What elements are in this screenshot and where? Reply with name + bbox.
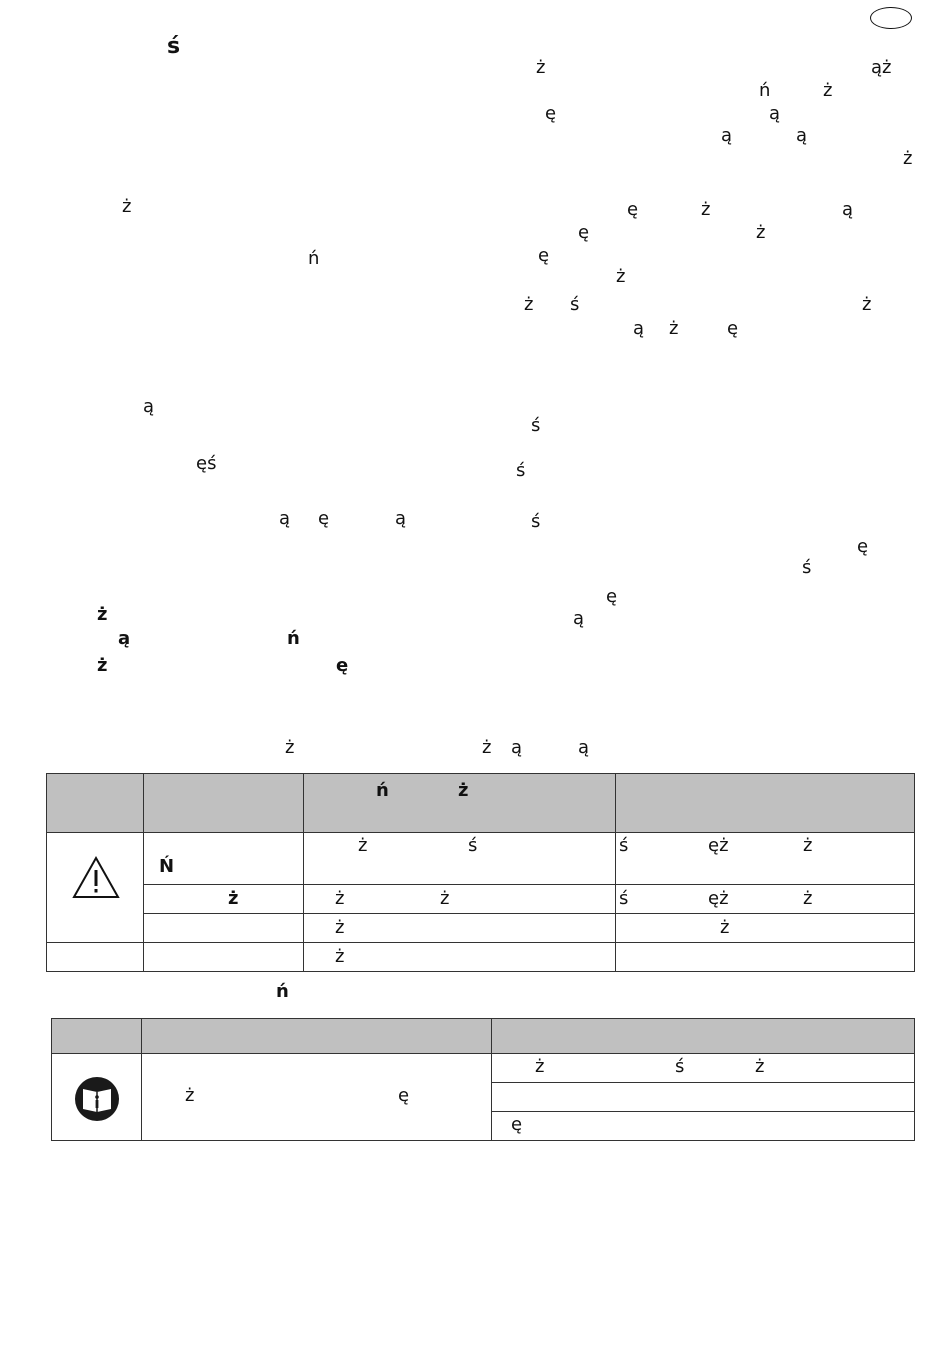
- right-text-r13-a: ś: [516, 460, 526, 481]
- language-badge: [870, 7, 912, 29]
- table2-desc-a: ż: [185, 1085, 195, 1106]
- table1-row2-col4-b: ęż: [708, 888, 729, 909]
- right-text-r17-a: ę: [606, 586, 618, 607]
- warning-text-3-b: ę: [336, 655, 349, 676]
- table1-row4-col1: [47, 943, 144, 972]
- table1-row1-col4-b: ęż: [708, 835, 729, 856]
- page-title: ś: [167, 34, 181, 59]
- right-text-r6-a: ę: [627, 199, 639, 220]
- left-text-l5-c: ą: [395, 508, 407, 529]
- table1-header-glyph-b: ż: [458, 780, 469, 801]
- right-text-r1-b: ąż: [871, 57, 892, 78]
- table1-row4-col2: [144, 943, 304, 972]
- right-text-r2-b: ż: [823, 80, 833, 101]
- left-text-l1: ż: [122, 196, 132, 217]
- right-text-r12-a: ś: [531, 415, 541, 436]
- table1-header-cell-1: [47, 774, 144, 833]
- table1-header-cell-4: [616, 774, 915, 833]
- table1-row2-col3: [304, 885, 616, 914]
- right-text-r4-a: ą: [721, 125, 733, 146]
- table2-desc-b: ę: [398, 1085, 410, 1106]
- right-text-r10-a: ż: [524, 294, 534, 315]
- table1-row1-label: Ń: [159, 856, 175, 877]
- right-text-r5-a: ż: [903, 148, 913, 169]
- warning-text-3-a: ż: [97, 655, 108, 676]
- table2-row3: [492, 1112, 915, 1141]
- right-text-r18-a: ą: [573, 608, 585, 629]
- table1-row3-col2: [144, 914, 304, 943]
- table1-row4-col3: [304, 943, 616, 972]
- info-table: [51, 1018, 915, 1141]
- table1-heading-c: ą: [511, 737, 523, 758]
- right-text-r9-a: ż: [616, 266, 626, 287]
- warning-triangle-icon: [71, 855, 121, 901]
- table1-heading-a: ż: [285, 737, 295, 758]
- right-text-r7-b: ż: [756, 222, 766, 243]
- info-manual-icon: [74, 1076, 120, 1122]
- table1-heading-b: ż: [482, 737, 492, 758]
- table1-header-cell-3: [304, 774, 616, 833]
- table1-row2-col4-a: ś: [619, 888, 629, 909]
- info-icon-cell: [52, 1054, 142, 1141]
- table1-row1-col4-a: ś: [619, 835, 629, 856]
- table1-heading-d: ą: [578, 737, 590, 758]
- table1-row3-col3-a: ż: [335, 917, 345, 938]
- table2-row1: [492, 1054, 915, 1083]
- table1-row2-col4-c: ż: [803, 888, 813, 909]
- right-text-r1-a: ż: [536, 57, 546, 78]
- right-text-r7-a: ę: [578, 222, 590, 243]
- left-text-l5-a: ą: [279, 508, 291, 529]
- left-text-l3: ą: [143, 396, 155, 417]
- table2-header-cell-1: [52, 1019, 142, 1054]
- table2-row1-a: ż: [535, 1056, 545, 1077]
- table1-row1-col3-b: ś: [468, 835, 478, 856]
- table1-header-cell-2: [144, 774, 304, 833]
- table2-header-cell-2: [142, 1019, 492, 1054]
- table2-header-cell-3: [492, 1019, 915, 1054]
- table1-row1-col3: [304, 833, 616, 885]
- table2-row1-c: ż: [755, 1056, 765, 1077]
- table1-row2-label: ż: [228, 888, 239, 909]
- right-text-r16-a: ś: [802, 557, 812, 578]
- right-text-r8-a: ę: [538, 245, 550, 266]
- table2-row2: [492, 1083, 915, 1112]
- right-text-r10-c: ż: [862, 294, 872, 315]
- right-text-r11-b: ż: [669, 318, 679, 339]
- right-text-r10-b: ś: [570, 294, 580, 315]
- right-text-r15-a: ę: [857, 536, 869, 557]
- table1-row1-col3-a: ż: [358, 835, 368, 856]
- table1-row4-col4: [616, 943, 915, 972]
- right-text-r6-c: ą: [842, 199, 854, 220]
- table1-row1-col4-c: ż: [803, 835, 813, 856]
- table1-row3-col4: [616, 914, 915, 943]
- left-text-l5-b: ę: [318, 508, 330, 529]
- table1-row2-col3-a: ż: [335, 888, 345, 909]
- table1-row2-col3-b: ż: [440, 888, 450, 909]
- right-text-r3-a: ę: [545, 103, 557, 124]
- warning-text-2-a: ą: [118, 628, 131, 649]
- right-text-r6-b: ż: [701, 199, 711, 220]
- right-text-r11-a: ą: [633, 318, 645, 339]
- warning-icon-cell: [47, 833, 144, 943]
- table1-row1-col2: [144, 833, 304, 885]
- warning-text-2-b: ń: [287, 628, 300, 649]
- right-text-r2-a: ń: [759, 80, 771, 101]
- hazard-table: [46, 773, 915, 972]
- right-text-r4-b: ą: [796, 125, 808, 146]
- table1-header-glyph-a: ń: [376, 780, 389, 801]
- table1-row4-col3-a: ż: [335, 946, 345, 967]
- right-text-r14-a: ś: [531, 511, 541, 532]
- table1-row3-col4-a: ż: [720, 917, 730, 938]
- table2-heading: ń: [276, 981, 289, 1002]
- table1-row2-col4: [616, 885, 915, 914]
- table2-row3-a: ę: [511, 1114, 523, 1135]
- table1-row3-col3: [304, 914, 616, 943]
- left-text-l2: ń: [308, 248, 320, 269]
- table1-row2-col2: [144, 885, 304, 914]
- table1-row1-col4: [616, 833, 915, 885]
- table2-description-cell: [142, 1054, 492, 1141]
- table2-row1-b: ś: [675, 1056, 685, 1077]
- warning-text-1: ż: [97, 604, 108, 625]
- right-text-r11-c: ę: [727, 318, 739, 339]
- left-text-l4: ęś: [196, 453, 217, 474]
- right-text-r3-b: ą: [769, 103, 781, 124]
